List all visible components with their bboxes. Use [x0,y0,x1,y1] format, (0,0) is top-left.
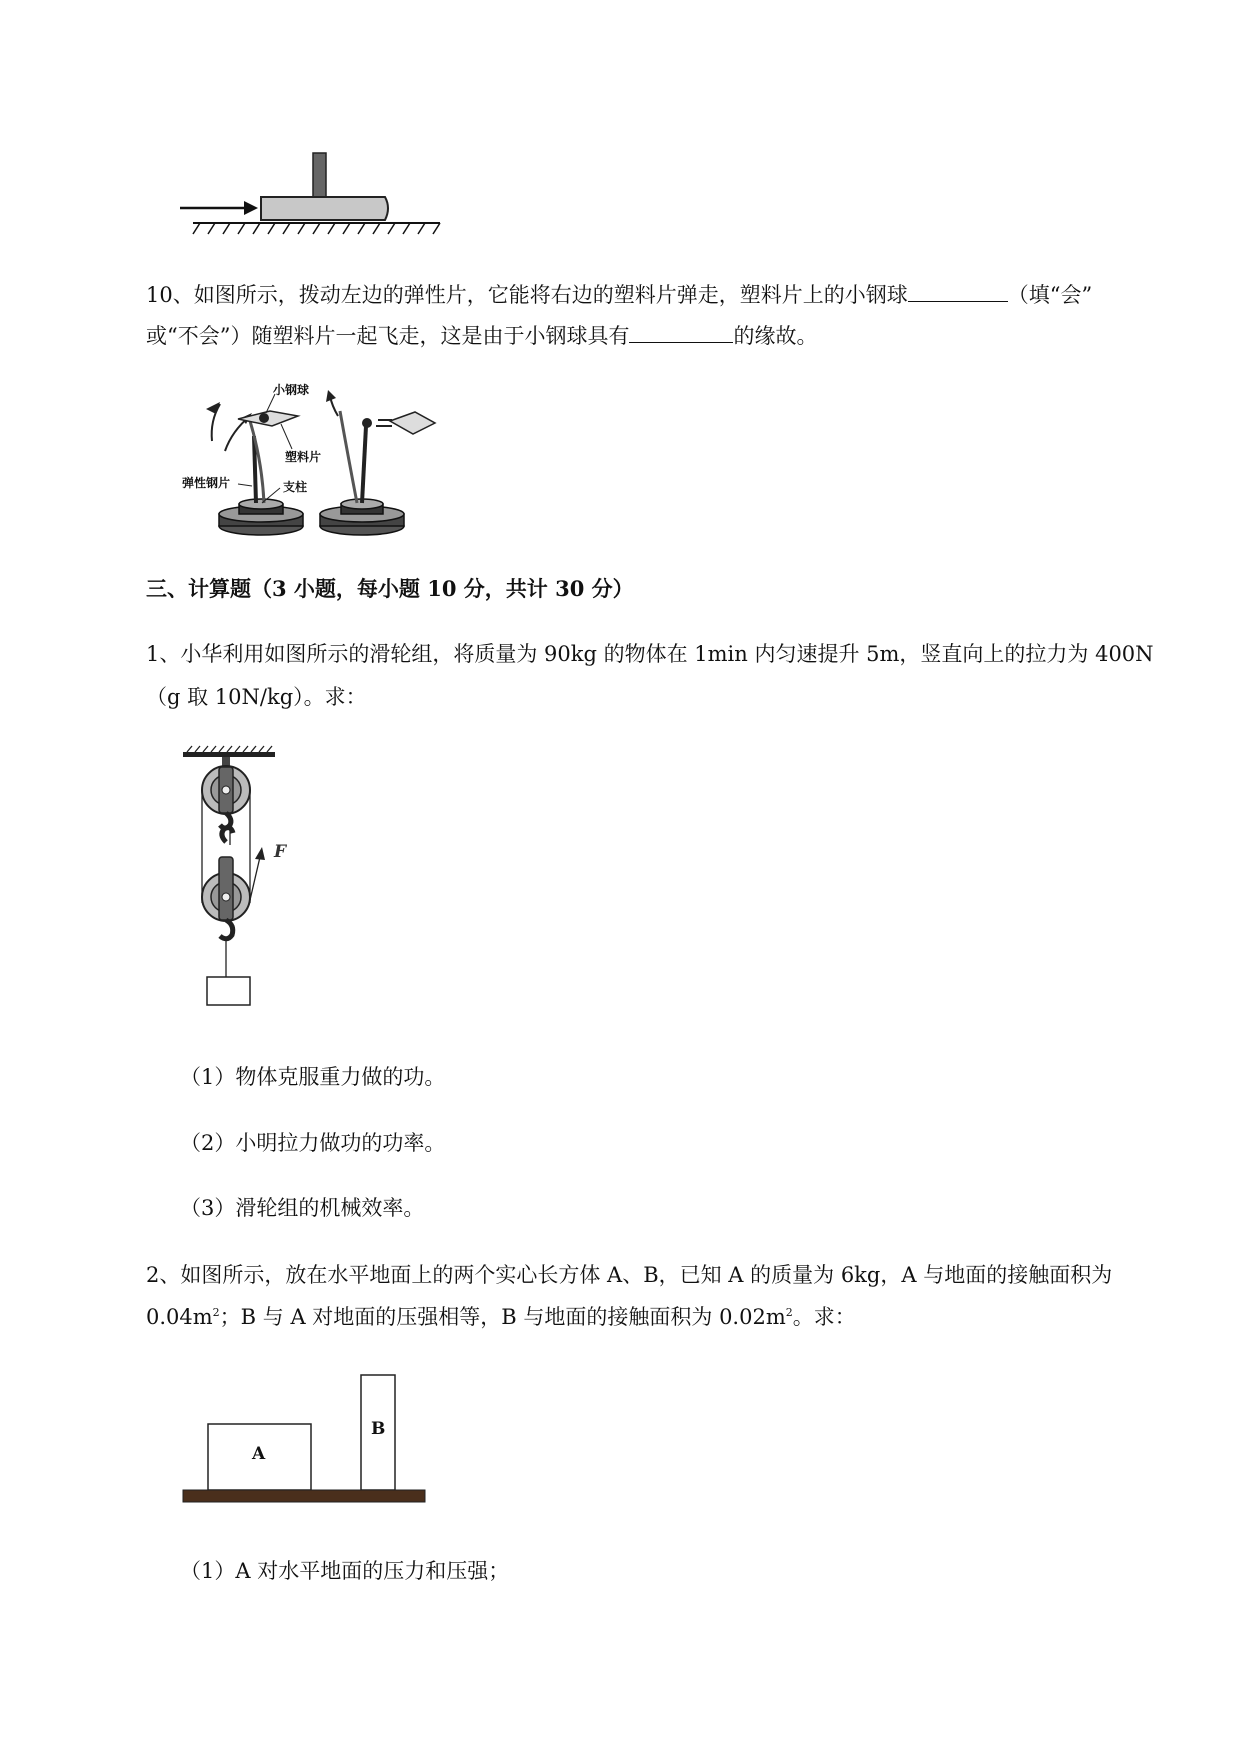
label-plastic: 塑料片 [285,450,322,464]
q10-line2 [146,320,817,351]
p2-exponent-1: 2 [212,1306,220,1319]
blocks-figure [180,1372,430,1507]
section-heading: 三、计算题（3 小题，每小题 10 分，共计 30 分） [146,576,634,601]
label-steel: 弹性钢片 [182,476,231,490]
push-arrow-head [244,201,258,215]
p1-line1: 1、小华利用如图所示的滑轮组，将质量为 90kg 的物体在 1min 内匀速提升 5m，竖直向上的拉力为 400N [146,642,1154,666]
p2-line2-a: 0.04m [146,1305,213,1329]
q10-line2-end: 的缘故。 [733,324,818,348]
q10-line1 [146,279,1092,310]
blocks-figure-drawing [180,1372,430,1507]
p2-line2-b: ；B 与 A 对地面的压强相等，B 与地面的接触面积为 0.02m [219,1305,786,1329]
label-b: B [371,1419,386,1439]
p2-sub1: （1）A 对水平地面的压力和压强； [180,1559,510,1583]
p1-sub1: （1）物体克服重力做的功。 [180,1065,446,1089]
q10-blank-1 [908,279,1008,302]
p1-line2: （g 取 10N/kg）。求： [146,685,367,709]
elastic-figure [180,376,440,541]
label-pillar: 支柱 [283,480,308,494]
force-label: F [274,842,287,862]
p2-line1: 2、如图所示，放在水平地面上的两个实心长方体 A、B，已知 A 的质量为 6kg，A 与地面的接触面积为 [146,1263,1113,1287]
pulley-figure-drawing [175,745,295,1025]
q10-blank-2 [629,320,733,343]
label-a: A [252,1444,266,1464]
ground-board [183,1490,425,1502]
vertical-rod [313,153,326,197]
label-ball: 小钢球 [273,383,310,397]
ground-hatch [193,223,440,234]
pulley-figure [175,745,295,1025]
q10-line2-text: 或“不会”）随塑料片一起飞走，这是由于小钢球具有 [146,324,630,348]
p1-sub3: （3）滑轮组的机械效率。 [180,1196,425,1220]
p2-exponent-2: 2 [785,1306,793,1319]
p2-line2 [146,1303,856,1332]
p1-sub2: （2）小明拉力做功的功率。 [180,1131,446,1155]
block [261,197,388,220]
p2-line2-c: 。求： [792,1305,856,1329]
q10-line1-end: （填“会” [1007,283,1093,307]
q10-line1-text: 10、如图所示，拨动左边的弹性片，它能将右边的塑料片弹走，塑料片上的小钢球 [146,283,908,307]
push-block-figure [170,150,450,240]
